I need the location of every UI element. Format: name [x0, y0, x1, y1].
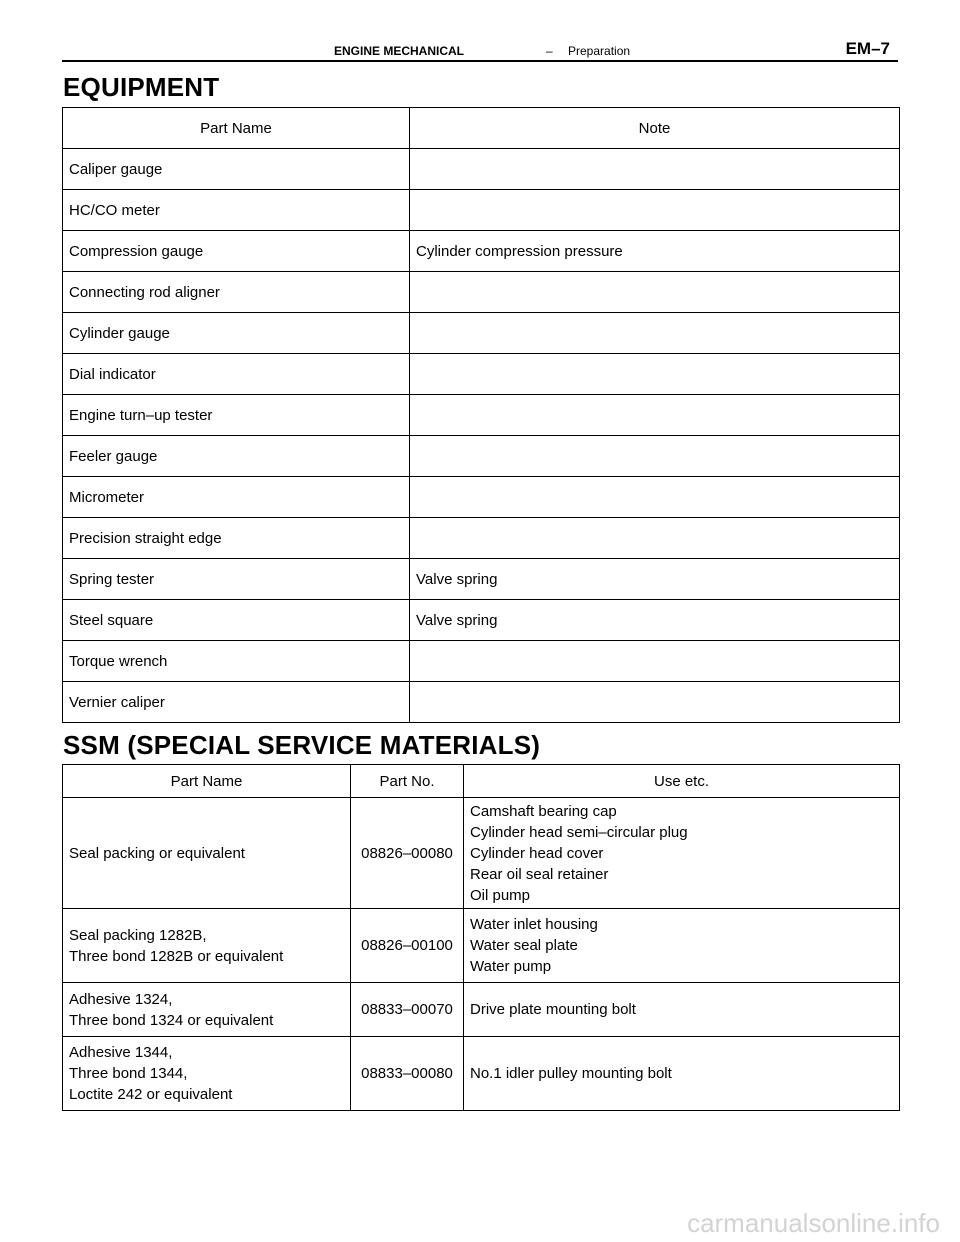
ssm-part-no: 08833–00070	[351, 983, 464, 1037]
equipment-part-name: Connecting rod aligner	[63, 272, 410, 313]
ssm-row	[63, 909, 900, 983]
ssm-use-line: Camshaft bearing cap	[470, 802, 617, 820]
equipment-row	[63, 313, 900, 354]
ssm-part-no: 08826–00100	[351, 909, 464, 983]
equipment-note	[410, 272, 900, 313]
ssm-part-name-line: Three bond 1324 or equivalent	[69, 1011, 274, 1029]
ssm-part-name-line: Three bond 1282B or equivalent	[69, 947, 284, 965]
equipment-note: Valve spring	[410, 600, 900, 641]
equipment-part-name: Engine turn–up tester	[63, 395, 410, 436]
header-section: ENGINE MECHANICAL	[334, 44, 465, 58]
equipment-part-name: Feeler gauge	[63, 436, 410, 477]
ssm-row	[63, 1037, 900, 1111]
column-header-part-name: Part Name	[63, 765, 351, 798]
header-separator: –	[546, 44, 553, 58]
ssm-part-name-line: Seal packing 1282B,	[69, 926, 207, 944]
column-header-note: Note	[410, 108, 900, 149]
ssm-part-no: 08833–00080	[351, 1037, 464, 1111]
equipment-row	[63, 436, 900, 477]
equipment-part-name: Caliper gauge	[63, 149, 410, 190]
ssm-use	[464, 909, 900, 983]
equipment-row	[63, 477, 900, 518]
ssm-use-line: Water seal plate	[470, 937, 578, 954]
equipment-part-name: Vernier caliper	[63, 682, 410, 723]
ssm-row	[63, 983, 900, 1037]
header-subsection: Preparation	[568, 44, 631, 58]
ssm-use-line: Drive plate mounting bolt	[470, 1001, 636, 1018]
equipment-note	[410, 518, 900, 559]
equipment-note	[410, 641, 900, 682]
ssm-use-line: Oil pump	[470, 886, 531, 904]
watermark: carmanualsonline.info	[687, 1208, 940, 1238]
equipment-part-name: Compression gauge	[63, 231, 410, 272]
equipment-row	[63, 395, 900, 436]
ssm-part-name	[63, 798, 351, 909]
ssm-use-line: No.1 idler pulley mounting bolt	[470, 1065, 672, 1082]
ssm-use-line: Water pump	[470, 958, 552, 975]
equipment-part-name: Dial indicator	[63, 354, 410, 395]
equipment-row	[63, 559, 900, 600]
equipment-part-name: Steel square	[63, 600, 410, 641]
ssm-part-name-line: Adhesive 1324,	[69, 990, 173, 1008]
ssm-part-no: 08826–00080	[351, 798, 464, 909]
ssm-part-name-line: Three bond 1344,	[69, 1065, 188, 1082]
equipment-row	[63, 600, 900, 641]
equipment-row	[63, 272, 900, 313]
equipment-note	[410, 477, 900, 518]
page-header	[62, 38, 898, 62]
equipment-note	[410, 395, 900, 436]
equipment-note	[410, 682, 900, 723]
equipment-note: Cylinder compression pressure	[410, 231, 900, 272]
equipment-note	[410, 436, 900, 477]
equipment-row	[63, 354, 900, 395]
ssm-use-line: Cylinder head cover	[470, 844, 604, 862]
ssm-use-line: Rear oil seal retainer	[470, 865, 609, 883]
ssm-part-name	[63, 1037, 351, 1111]
equipment-table	[62, 107, 900, 723]
equipment-row	[63, 682, 900, 723]
column-header-part-name: Part Name	[63, 108, 410, 149]
equipment-note	[410, 149, 900, 190]
equipment-note	[410, 313, 900, 354]
ssm-use	[464, 983, 900, 1037]
equipment-row	[63, 641, 900, 682]
equipment-part-name: Cylinder gauge	[63, 313, 410, 354]
ssm-part-name	[63, 909, 351, 983]
ssm-use-line: Cylinder head semi–circular plug	[470, 823, 688, 841]
ssm-use	[464, 1037, 900, 1111]
ssm-title: SSM (SPECIAL SERVICE MATERIALS)	[63, 730, 541, 760]
equipment-part-name: Spring tester	[63, 559, 410, 600]
ssm-use	[464, 798, 900, 909]
ssm-part-name-line: Seal packing or equivalent	[69, 844, 245, 862]
equipment-header-row	[63, 108, 900, 149]
equipment-note: Valve spring	[410, 559, 900, 600]
equipment-part-name: Torque wrench	[63, 641, 410, 682]
ssm-part-name-line: Loctite 242 or equivalent	[69, 1086, 233, 1103]
column-header-use: Use etc.	[464, 765, 900, 798]
equipment-row	[63, 231, 900, 272]
equipment-part-name: Micrometer	[63, 477, 410, 518]
equipment-part-name: HC/CO meter	[63, 190, 410, 231]
ssm-part-name-line: Adhesive 1344,	[69, 1044, 173, 1061]
equipment-row	[63, 149, 900, 190]
ssm-row	[63, 798, 900, 909]
column-header-part-no: Part No.	[351, 765, 464, 798]
ssm-part-name	[63, 983, 351, 1037]
ssm-use-line: Water inlet housing	[470, 916, 598, 933]
equipment-note	[410, 190, 900, 231]
ssm-table	[62, 764, 900, 1111]
equipment-note	[410, 354, 900, 395]
equipment-row	[63, 190, 900, 231]
equipment-title: EQUIPMENT	[63, 72, 220, 102]
equipment-row	[63, 518, 900, 559]
equipment-part-name: Precision straight edge	[63, 518, 410, 559]
ssm-header-row	[63, 765, 900, 798]
page-number: EM–7	[845, 39, 890, 58]
